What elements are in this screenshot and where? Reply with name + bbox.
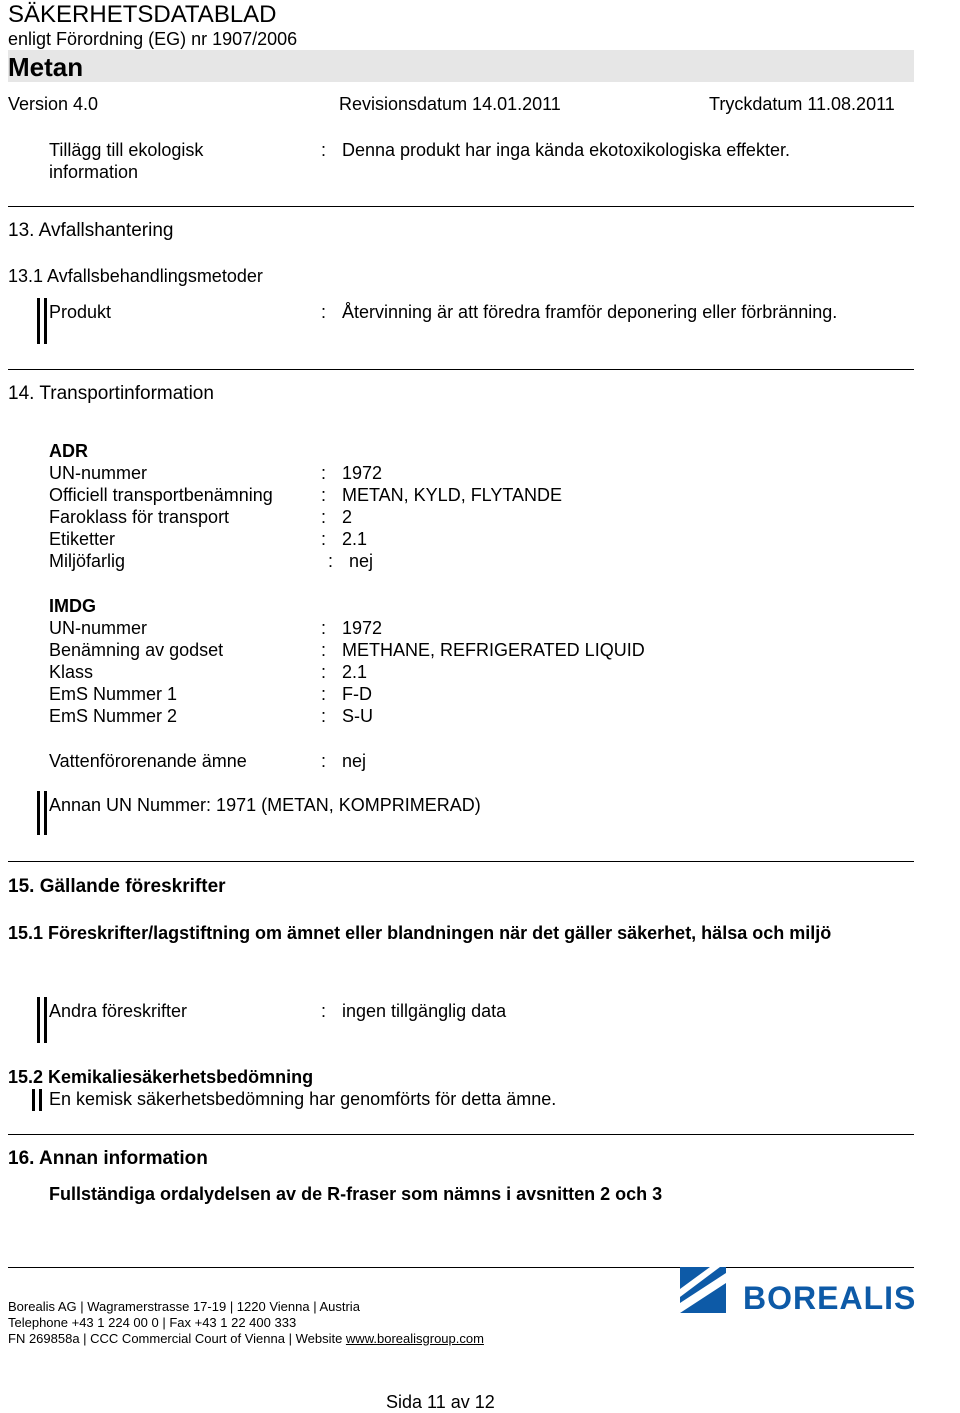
marine-pollutant-label: Vattenförorenande ämne [49,751,247,771]
borealis-logo-text: BOREALIS [743,1280,917,1316]
adr-heading: ADR [49,441,88,461]
eco-extra-value: Denna produkt har inga kända ekotoxikologiska effekter. [342,140,790,160]
section-16-subtitle: Fullständiga ordalydelsen av de R-fraser som nämns i avsnitten 2 och 3 [49,1184,663,1204]
section-divider [8,369,914,370]
imdg-row-colon: : [321,706,327,726]
other-regulations-value: ingen tillgänglig data [342,1001,507,1021]
page-number: Sida 11 av 12 [386,1392,495,1412]
imdg-row-label: UN-nummer [49,618,148,638]
eco-extra-label-line1: Tillägg till ekologisk [49,140,204,160]
footer-phone: Telephone +43 1 224 00 0 | Fax +43 1 22 400 333 [8,1315,297,1330]
adr-row-label: Etiketter [49,529,116,549]
revision-date: Revisionsdatum 14.01.2011 [339,94,561,114]
adr-row-value: 2 [342,507,353,527]
section-15-2-title: 15.2 Kemikaliesäkerhetsbedömning [8,1067,314,1087]
section-divider [8,1134,914,1135]
imdg-row-colon: : [321,618,327,638]
imdg-row-value: S-U [342,706,373,726]
adr-row-label: Miljöfarlig [49,551,126,571]
adr-row-colon: : [321,529,327,549]
section-15-1-title: 15.1 Föreskrifter/lagstiftning om ämnet eller blandningen när det gäller säkerhet, hälsa och miljö [8,923,832,943]
footer-divider [8,1267,914,1268]
adr-row-colon: : [321,463,327,483]
footer-website-link[interactable]: www.borealisgroup.com [345,1331,484,1346]
regulation-text: enligt Förordning (EG) nr 1907/2006 [8,29,298,49]
footer-registration [8,1331,484,1347]
section-14-title: 14. Transportinformation [8,383,214,404]
section-15-title: 15. Gällande föreskrifter [8,876,226,897]
imdg-row-colon: : [321,684,327,704]
marine-pollutant-colon: : [321,751,327,771]
product-name: Metan [8,52,84,82]
adr-row-value: 1972 [342,463,383,483]
section-divider [8,206,914,207]
other-un-number: Annan UN Nummer: 1971 (METAN, KOMPRIMERAD) [49,795,481,815]
eco-extra-colon: : [321,140,327,160]
product-value: Återvinning är att föredra framför deponering eller förbränning. [342,302,838,322]
adr-row-label: Officiell transportbenämning [49,485,273,505]
doc-title: SÄKERHETSDATABLAD [8,1,277,28]
section-divider [8,861,914,862]
imdg-row-label: Benämning av godset [49,640,224,660]
adr-row-label: UN-nummer [49,463,148,483]
section-13-1-title: 13.1 Avfallsbehandlingsmetoder [8,266,263,286]
eco-extra-label-line2: information [49,162,139,182]
print-date: Tryckdatum 11.08.2011 [709,94,895,114]
footer-registration-text: FN 269858a | CCC Commercial Court of Vienna | Website [8,1331,346,1346]
product-colon: : [321,302,327,322]
footer-address: Borealis AG | Wagramerstrasse 17-19 | 1220 Vienna | Austria [8,1299,360,1314]
product-label: Produkt [49,302,112,322]
section-16-title: 16. Annan information [8,1148,208,1169]
imdg-row-value: METHANE, REFRIGERATED LIQUID [342,640,645,660]
section-15-2-text: En kemisk säkerhetsbedömning har genomförts för detta ämne. [49,1089,557,1109]
other-regulations-colon: : [321,1001,327,1021]
adr-row-label: Faroklass för transport [49,507,230,527]
borealis-logo-icon [680,1267,726,1313]
section-13-title: 13. Avfallshantering [8,220,174,241]
imdg-row-value: F-D [342,684,372,704]
other-regulations-label: Andra föreskrifter [49,1001,188,1021]
imdg-row-colon: : [321,662,327,682]
adr-row-colon: : [321,485,327,505]
adr-row-colon: : [321,507,327,527]
adr-row-colon: : [328,551,334,571]
marine-pollutant-value: nej [342,751,367,771]
imdg-row-value: 1972 [342,618,383,638]
imdg-row-label: Klass [49,662,94,682]
imdg-row-label: EmS Nummer 2 [49,706,178,726]
header-bar [8,50,914,82]
adr-row-value: METAN, KYLD, FLYTANDE [342,485,563,505]
adr-row-value: 2.1 [342,529,368,549]
adr-row-value: nej [349,551,374,571]
imdg-heading: IMDG [49,596,96,616]
imdg-row-colon: : [321,640,327,660]
imdg-row-value: 2.1 [342,662,368,682]
imdg-row-label: EmS Nummer 1 [49,684,178,704]
version: Version 4.0 [8,94,99,114]
